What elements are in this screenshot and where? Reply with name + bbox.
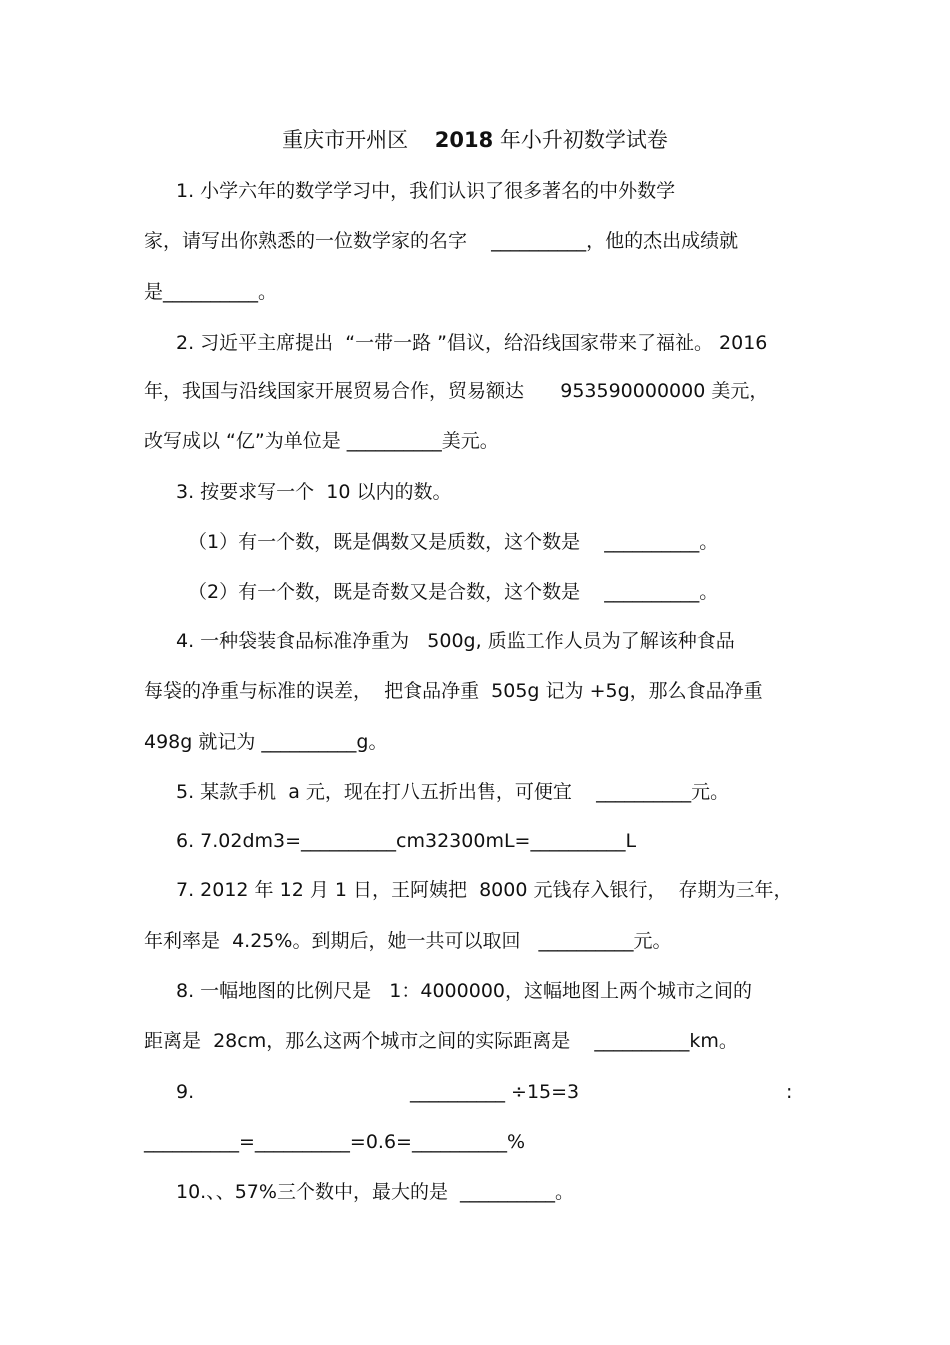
- q4-line-2: 每袋的净重与标准的误差， 把食品净重 505g 记为 +5g，那么食品净重: [144, 680, 763, 702]
- title-suffix: 年小升初数学试卷: [493, 128, 668, 152]
- title-prefix: 重庆市开州区: [282, 128, 435, 152]
- q2-line-3: 改写成以 “亿”为单位是 __________美元。: [144, 430, 499, 452]
- q9-division: __________ ÷15=3: [410, 1081, 580, 1103]
- q1-line-1: 1. 小学六年的数学学习中，我们认识了很多著名的中外数学: [176, 180, 676, 202]
- q1-line-2: 家，请写出你熟悉的一位数学家的名字 __________，他的杰出成绩就: [144, 230, 739, 252]
- q2-line-1: 2. 习近平主席提出 “一带一路 ”倡议，给沿线国家带来了福祉。 2016: [176, 332, 768, 354]
- q2-line-2: 年，我国与沿线国家开展贸易合作，贸易额达 953590000000 美元，: [144, 380, 769, 402]
- q9-line-2: __________=__________=0.6=__________%: [144, 1131, 526, 1153]
- q3-line-1: 3. 按要求写一个 10 以内的数。: [176, 481, 452, 503]
- q3-part-1: （1）有一个数，既是偶数又是质数，这个数是 __________。: [188, 531, 719, 553]
- q9-colon: :: [786, 1081, 793, 1103]
- q7-line-2: 年利率是 4.25%。到期后，她一共可以取回 __________元。: [144, 930, 672, 952]
- q3-part-2: （2）有一个数，既是奇数又是合数，这个数是 __________。: [188, 581, 719, 603]
- q9-label: 9.: [176, 1081, 195, 1103]
- q8-line-1: 8. 一幅地图的比例尺是 1：4000000，这幅地图上两个城市之间的: [176, 980, 752, 1002]
- title-year: 2018: [434, 128, 494, 152]
- q10-line: 10.、、57%三个数中，最大的是 __________。: [176, 1181, 575, 1203]
- q5-line: 5. 某款手机 a 元，现在打八五折出售，可便宜 __________元。: [176, 781, 730, 803]
- q4-line-1: 4. 一种袋装食品标准净重为 500g, 质监工作人员为了解该种食品: [176, 630, 735, 652]
- q7-line-1: 7. 2012 年 12 月 1 日，王阿姨把 8000 元钱存入银行， 存期为三年，: [176, 879, 793, 901]
- q1-line-3: 是__________。: [144, 281, 278, 303]
- q8-line-2: 距离是 28cm，那么这两个城市之间的实际距离是 __________km。: [144, 1030, 738, 1052]
- q4-line-3: 498g 就记为 __________g。: [144, 731, 388, 753]
- q6-line: 6. 7.02dm3=__________cm32300mL=__________L: [176, 830, 637, 852]
- page-title: [0, 124, 950, 154]
